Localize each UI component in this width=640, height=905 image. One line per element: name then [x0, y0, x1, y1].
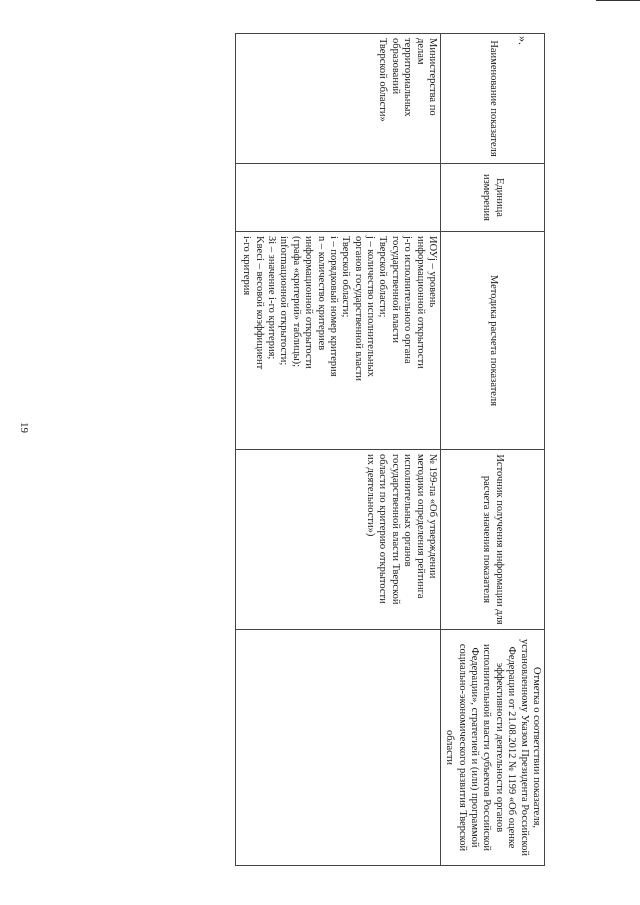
table-header-row — [441, 34, 545, 866]
text-line: образований — [389, 38, 401, 95]
text-line: Тверской области» — [377, 38, 389, 122]
text-line: ИОУj – уровень — [427, 236, 438, 308]
cell-unit — [236, 164, 441, 232]
text-line: № 199-па «Об утверждении — [427, 454, 438, 579]
header-source: Источник получения информации для расчета значения показателя — [441, 450, 545, 630]
header-compliance-note: Отметка о соответствии показателя, установленному Указом Президента Российской Федерации от 21.08.2012 № 1199 «Об оценке эффективности деятельности органов исполнительной власти субъектов Российской Федерации», стратегией и (или) программой социально-экономического развития Тверской области — [441, 630, 545, 866]
text-line: органов государственной власти — [352, 236, 364, 381]
table-row — [236, 34, 441, 866]
text-line: территориальных — [402, 38, 414, 117]
text-line: делам — [414, 38, 426, 65]
text-line: Тверской области; — [340, 236, 352, 318]
text-line: государственной власти Тверской — [389, 454, 401, 605]
rotated-table-sheet — [241, 33, 545, 865]
text-line: j-го исполнительного органа — [402, 236, 414, 364]
top-rule — [596, 0, 640, 1]
page-number: 19 — [18, 422, 30, 433]
cell-compliance-note — [236, 630, 441, 866]
cell-source — [236, 450, 441, 630]
cell-indicator-name — [236, 34, 441, 164]
text-line: методики определения рейтинга — [414, 454, 426, 599]
header-indicator-name: Наименование показателя — [441, 34, 545, 164]
text-line: n – количество критериев — [315, 236, 327, 351]
text-line: Kвесi – весовой коэффициент — [253, 236, 265, 370]
text-line: Тверской области; — [377, 236, 389, 318]
text-line: информационной открытости — [414, 236, 426, 369]
text-line: Зi – значение i-го критерия; — [266, 236, 278, 360]
text-line: (графа «критерий» таблицы); — [290, 236, 302, 368]
header-method: Методика расчета показателя — [441, 232, 545, 450]
text-line: Министерства по — [427, 38, 438, 116]
closing-quote: ». — [516, 36, 530, 45]
header-unit: Единица измерения — [441, 164, 545, 232]
text-line: государственной власти — [389, 236, 401, 344]
text-line: их деятельности») — [365, 454, 377, 537]
text-line: i – порядковый номер критерия — [328, 236, 339, 377]
text-line: области по критерию открытости — [377, 454, 389, 604]
cell-method — [236, 232, 441, 450]
indicator-table — [235, 33, 545, 866]
text-line: i-го критерия — [241, 236, 253, 296]
text-line: информационной открытости — [303, 236, 315, 369]
text-line: исполнительных органов — [402, 454, 414, 567]
text-line: informационной открытости; — [278, 236, 290, 366]
text-line: j – количество исполнительных — [365, 236, 377, 377]
